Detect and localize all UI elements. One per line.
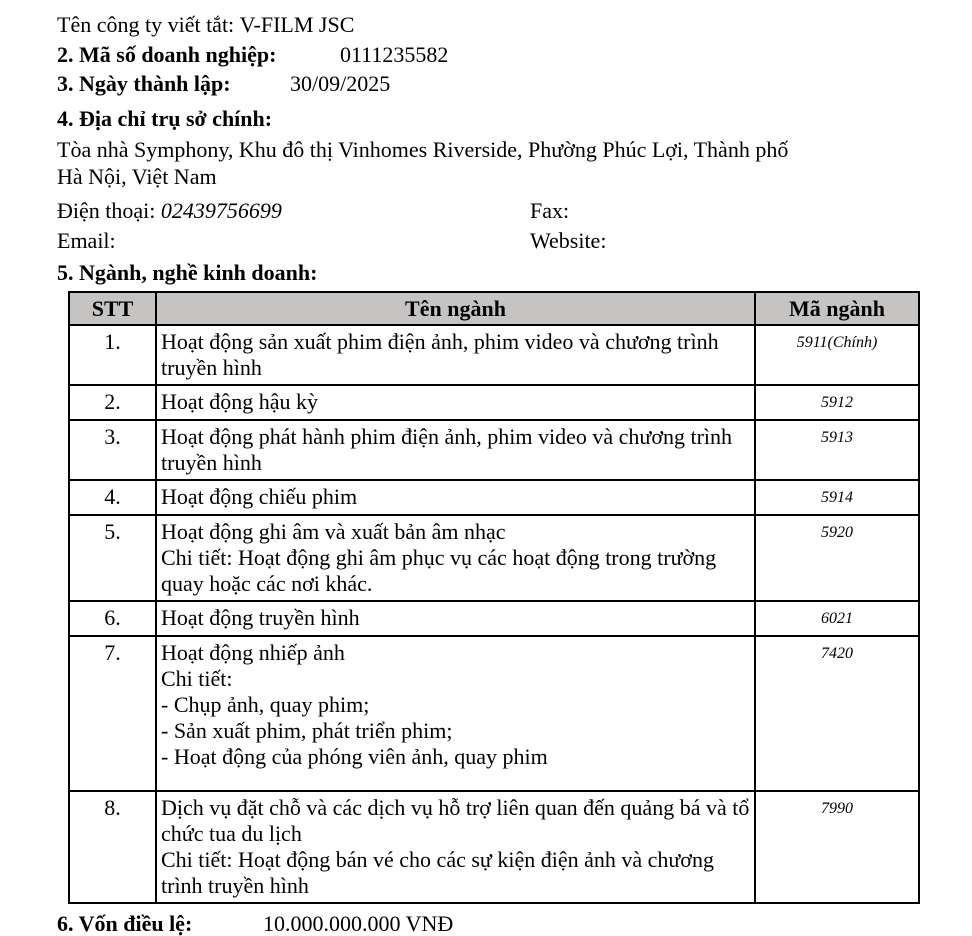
stt-cell: 7. — [69, 636, 156, 791]
industry-name-cell — [156, 636, 755, 791]
industries-table — [68, 291, 920, 904]
capital-line — [57, 912, 972, 936]
founded-date-line — [57, 70, 972, 97]
stt-cell: 4. — [69, 480, 156, 515]
industries-table-header-row — [69, 292, 919, 325]
tax-code-label: 2. Mã số doanh nghiệp: — [57, 42, 277, 67]
capital-label: 6. Vốn điều lệ: — [57, 911, 193, 936]
stt-cell: 2. — [69, 385, 156, 420]
industry-name-line: Dịch vụ đặt chỗ và các dịch vụ hỗ trợ liên quan đến quảng bá và tổ chức tua du lịch — [161, 795, 750, 846]
table-row — [69, 480, 919, 515]
tax-code-value: 0111235582 — [340, 42, 449, 67]
header-ma-nganh: Mã ngành — [755, 292, 919, 325]
industry-code-cell: 7420 — [755, 636, 919, 791]
table-row — [69, 601, 919, 636]
industry-name-line: Hoạt động chiếu phim — [161, 484, 358, 509]
tax-code-line — [57, 41, 972, 68]
address-line-2: Hà Nội, Việt Nam — [57, 164, 217, 189]
stt-cell: 8. — [69, 791, 156, 903]
industry-table-body — [69, 325, 919, 903]
table-row — [69, 420, 919, 480]
stt-cell: 3. — [69, 420, 156, 480]
email-label: Email: — [57, 228, 116, 253]
industry-code-cell: 5920 — [755, 515, 919, 601]
industry-code-cell: 5913 — [755, 420, 919, 480]
industry-name-line: Hoạt động truyền hình — [161, 605, 360, 630]
industry-name-cell — [156, 791, 755, 903]
industry-name-line: Hoạt động hậu kỳ — [161, 389, 319, 414]
header-stt: STT — [69, 292, 156, 325]
stt-cell: 5. — [69, 515, 156, 601]
company-abbr-line — [57, 11, 972, 38]
table-row — [69, 515, 919, 601]
industry-name-cell — [156, 325, 755, 385]
industry-name-line: - Chụp ảnh, quay phim; — [161, 692, 370, 717]
industries-section-title: 5. Ngành, nghề kinh doanh: — [57, 260, 318, 285]
phone-fax-row — [57, 197, 972, 224]
capital-value: 10.000.000.000 VNĐ — [263, 911, 454, 936]
industry-name-line: Chi tiết: Hoạt động bán vé cho các sự kiện điện ảnh và chương trình truyền hình — [161, 847, 714, 898]
industry-code-cell: 5914 — [755, 480, 919, 515]
table-row — [69, 636, 919, 791]
industry-name-line: Hoạt động sản xuất phim điện ảnh, phim video và chương trình truyền hình — [161, 329, 719, 380]
founded-date-label: 3. Ngày thành lập: — [57, 71, 231, 96]
industry-name-line: Chi tiết: Hoạt động ghi âm phục vụ các hoạt động trong trường quay hoặc các nơi khác. — [161, 545, 717, 596]
industry-name-line: - Hoạt động của phóng viên ảnh, quay phim — [161, 744, 548, 769]
phone-label: Điện thoại: — [57, 198, 156, 223]
phone-value: 02439756699 — [160, 198, 282, 223]
header-ten-nganh: Tên ngành — [156, 292, 755, 325]
industry-name-cell — [156, 515, 755, 601]
industry-name-cell — [156, 480, 755, 515]
industry-name-line: Hoạt động nhiếp ảnh — [161, 640, 345, 665]
founded-date-value: 30/09/2025 — [290, 71, 391, 96]
industry-name-cell — [156, 601, 755, 636]
address-line-1: Tòa nhà Symphony, Khu đô thị Vinhomes Riverside, Phường Phúc Lợi, Thành phố — [57, 137, 789, 162]
fax-label: Fax: — [530, 198, 570, 223]
industry-name-line: Hoạt động ghi âm và xuất bản âm nhạc — [161, 519, 506, 544]
industry-name-line: Chi tiết: — [161, 666, 233, 691]
industry-code-cell: 7990 — [755, 791, 919, 903]
industry-code-cell: 6021 — [755, 601, 919, 636]
address-heading: 4. Địa chỉ trụ sở chính: — [57, 106, 273, 131]
company-abbr-label: Tên công ty viết tắt: — [57, 12, 235, 37]
stt-cell: 6. — [69, 601, 156, 636]
industry-code-cell: 5911(Chính) — [755, 325, 919, 385]
table-row — [69, 325, 919, 385]
industry-name-line: - Sản xuất phim, phát triển phim; — [161, 718, 453, 743]
table-row — [69, 791, 919, 903]
industry-name-cell — [156, 385, 755, 420]
company-abbr-value: V-FILM JSC — [239, 12, 355, 37]
industry-name-cell — [156, 420, 755, 480]
email-website-row — [57, 227, 972, 254]
stt-cell: 1. — [69, 325, 156, 385]
table-row — [69, 385, 919, 420]
address-block — [57, 136, 937, 190]
industry-code-cell: 5912 — [755, 385, 919, 420]
website-label: Website: — [530, 228, 607, 253]
industry-name-line: Hoạt động phát hành phim điện ảnh, phim video và chương trình truyền hình — [161, 424, 733, 475]
